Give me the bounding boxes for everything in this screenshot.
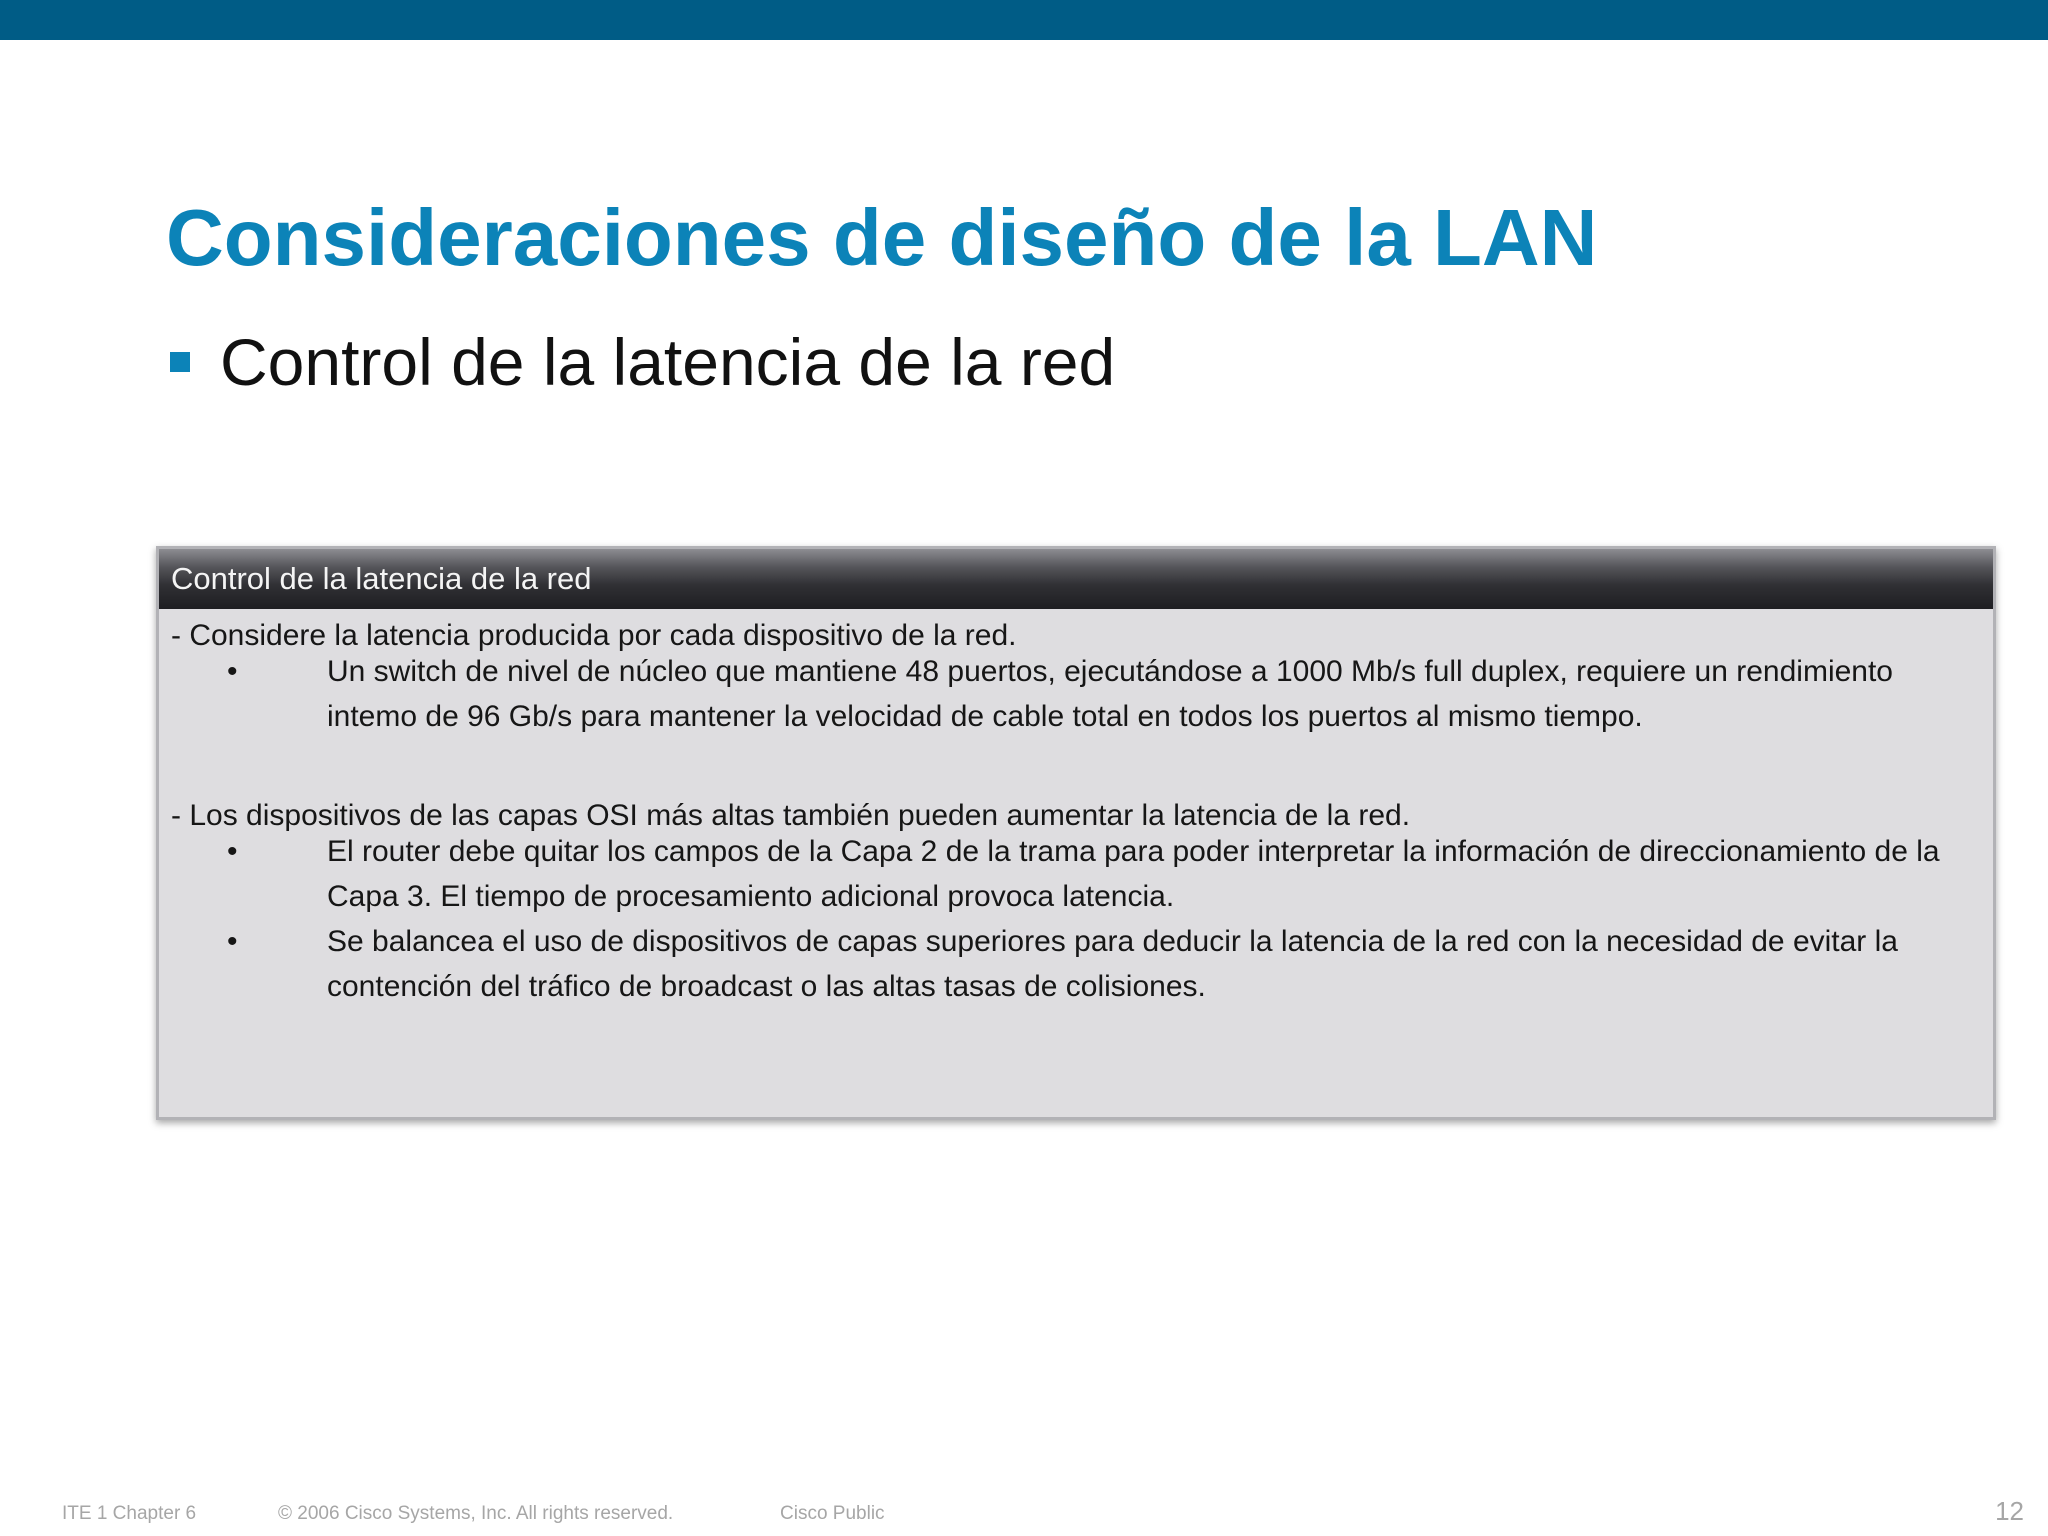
list-item-text: Se balancea el uso de dispositivos de capas superiores para deducir la latencia de la red con la necesidad de evitar la contención del tráfico de broadcast o las altas tasas de colisiones. bbox=[327, 925, 1898, 1003]
bullet-point bbox=[170, 322, 1115, 402]
page-number: 12 bbox=[1995, 1496, 2024, 1526]
footer-course: ITE 1 Chapter 6 bbox=[62, 1503, 197, 1524]
footer-copyright: © 2006 Cisco Systems, Inc. All rights reserved. bbox=[278, 1503, 674, 1524]
slide-title: Consideraciones de diseño de la LAN bbox=[166, 193, 1598, 282]
bullet-text: Control de la latencia de la red bbox=[220, 325, 1116, 399]
footer-classification: Cisco Public bbox=[780, 1503, 885, 1524]
section-heading-1: - Considere la latencia producida por cada dispositivo de la red. bbox=[171, 619, 1017, 652]
list-item bbox=[227, 649, 1967, 739]
bullet-dot-icon: • bbox=[227, 655, 238, 688]
bullet-dot-icon: • bbox=[227, 835, 238, 868]
panel-header: Control de la latencia de la red bbox=[159, 549, 1993, 609]
list-item-text: El router debe quitar los campos de la Capa 2 de la trama para poder interpretar la información de direccionamiento de la Capa 3. El tiempo de procesamiento adicional provoca latencia. bbox=[327, 835, 1940, 913]
list-item bbox=[227, 919, 1967, 1009]
square-bullet-icon bbox=[170, 352, 190, 372]
section-heading-2: - Los dispositivos de las capas OSI más altas también pueden aumentar la latencia de la red. bbox=[171, 799, 1411, 832]
top-bar bbox=[0, 0, 2048, 40]
list-item bbox=[227, 829, 1967, 919]
bullet-dot-icon: • bbox=[227, 925, 238, 958]
latency-panel bbox=[156, 546, 1996, 1120]
list-item-text: Un switch de nivel de núcleo que mantiene 48 puertos, ejecutándose a 1000 Mb/s full duplex, requiere un rendimiento intemo de 96 Gb/s para mantener la velocidad de cable total en todos los puertos al mismo tiempo. bbox=[327, 655, 1893, 733]
